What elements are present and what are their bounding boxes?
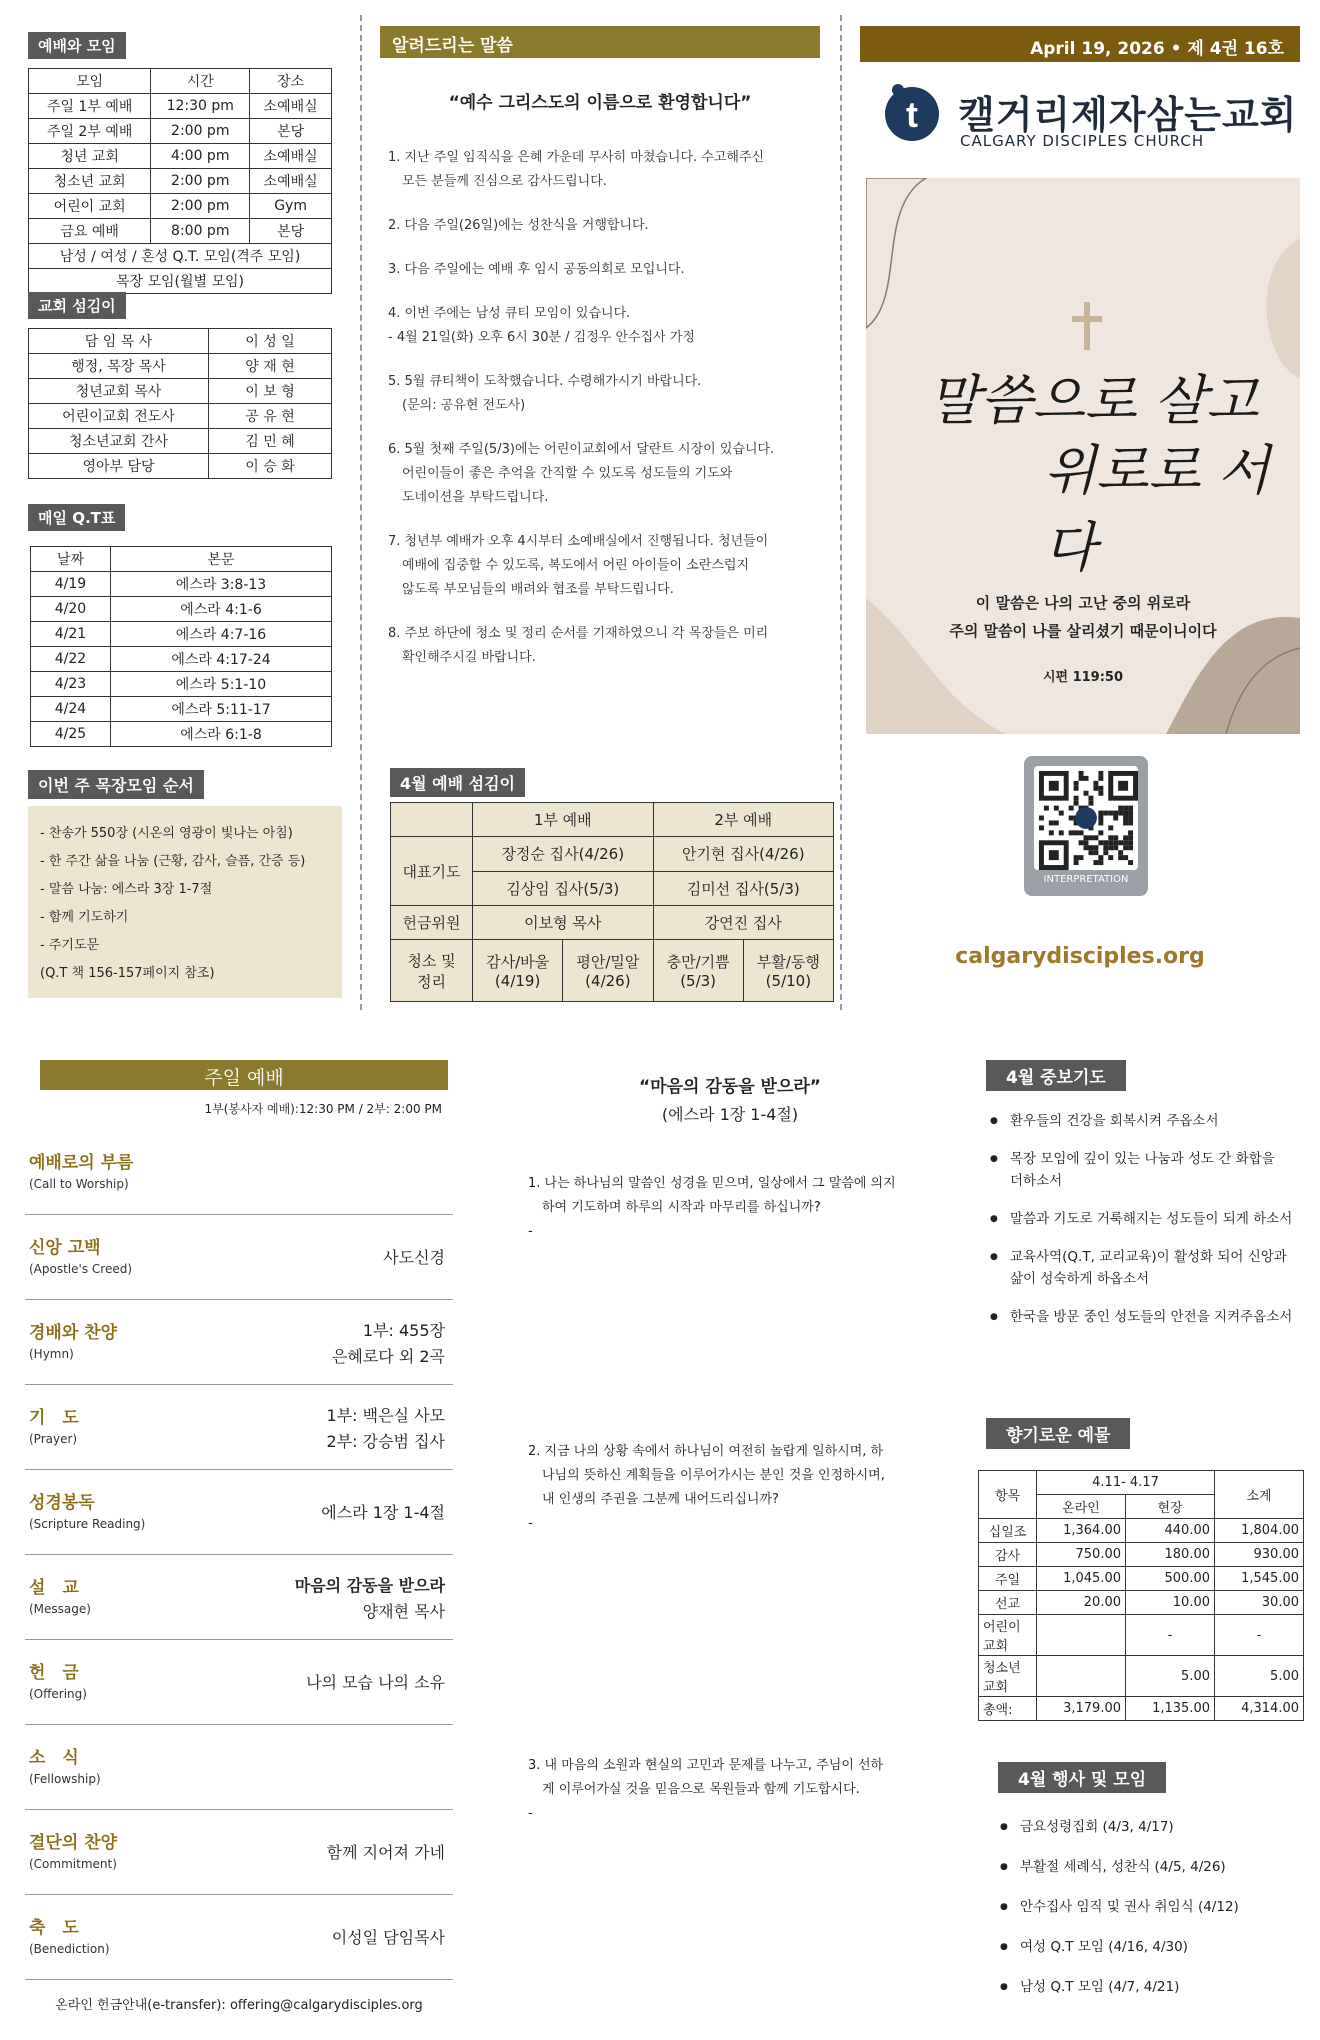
servant-name: 김 민 혜 — [209, 429, 332, 454]
offering-cell: 십일조 — [979, 1519, 1037, 1543]
offering-row — [979, 1656, 1304, 1697]
qr-code-card[interactable] — [1024, 756, 1148, 896]
ws-cell: 12:30 pm — [151, 94, 250, 119]
worship-item-label — [29, 1828, 117, 1871]
offering-cell: 5.00 — [1126, 1656, 1215, 1697]
offering-table — [978, 1470, 1304, 1721]
offering-cell: 750.00 — [1037, 1543, 1126, 1567]
worship-item-value-line: 함께 지어져 가네 — [326, 1843, 445, 1862]
of-h-online: 온라인 — [1037, 1495, 1126, 1519]
qt-date: 4/19 — [31, 572, 111, 597]
servant-role: 청소년교회 간사 — [29, 429, 209, 454]
prayer-item — [990, 1148, 1310, 1192]
servants-tag: 교회 섬김이 — [28, 292, 126, 319]
offering-cell: 1,135.00 — [1126, 1697, 1215, 1721]
qt-header: 본문 — [111, 547, 332, 572]
sermon-question-line: - — [528, 1806, 533, 1821]
qr-label: INTERPRETATION — [1043, 874, 1129, 885]
worship-item-value-line: 에스라 1장 1-4절 — [321, 1503, 445, 1522]
worship-item-value — [332, 1925, 445, 1951]
offering-cell: 1,045.00 — [1037, 1567, 1126, 1591]
ws-cell: 8:00 pm — [151, 219, 250, 244]
as-rep-label: 대표기도 — [391, 837, 473, 906]
worship-item — [25, 1385, 453, 1470]
worship-item-value-line: 사도신경 — [383, 1248, 445, 1267]
offering-row — [979, 1697, 1304, 1721]
as-cell: 장정순 집사(4/26) — [473, 837, 654, 871]
as-cell: 이보형 목사 — [473, 905, 654, 939]
as-offering-label: 헌금위원 — [391, 905, 473, 939]
offering-footer: 온라인 헌금안내(e-transfer): offering@calgarydisciples.org — [55, 1998, 423, 2013]
offering-cell: 3,179.00 — [1037, 1697, 1126, 1721]
prayer-item-line: ● 한국을 방문 중인 성도들의 안전을 지켜주옵소서 — [1010, 1309, 1293, 1325]
sermon-question-line: 하여 기도하며 하루의 시작과 마무리를 하십니까? — [542, 1200, 821, 1215]
qt-date: 4/22 — [31, 647, 111, 672]
offering-cell: 10.00 — [1126, 1591, 1215, 1615]
offering-cell: 총액: — [979, 1697, 1037, 1721]
notice-item — [388, 370, 828, 418]
worship-item-label — [29, 1913, 110, 1956]
cell-order-item: - 말씀 나눔: 에스라 3장 1-7절 — [40, 882, 213, 897]
ws-cell: 청년 교회 — [29, 144, 151, 169]
worship-item-en: (Hymn) — [29, 1347, 74, 1361]
qt-passage: 에스라 6:1-8 — [111, 722, 332, 747]
qt-passage: 에스라 4:1-6 — [111, 597, 332, 622]
offering-cell: 5.00 — [1215, 1656, 1304, 1697]
servant-role: 담 임 목 사 — [29, 329, 209, 354]
sermon-question-line: 나님의 뜻하신 계획들을 이루어가시는 분인 것을 인정하시며, — [542, 1468, 885, 1483]
ws-cell: Gym — [250, 194, 332, 219]
qt-passage: 에스라 3:8-13 — [111, 572, 332, 597]
events-tag: 4월 행사 및 모임 — [998, 1762, 1166, 1793]
sermon-question-line: 게 이루어가실 것을 믿음으로 목원들과 함께 기도합시다. — [542, 1782, 860, 1797]
as-cell: 충만/기쁨 (5/3) — [653, 940, 743, 1002]
sermon-title: “마음의 감동을 받으라” — [639, 1077, 821, 1097]
as-col2: 2부 예배 — [653, 803, 834, 837]
as-col1: 1부 예배 — [473, 803, 654, 837]
april-service-tag: 4월 예배 섬김이 — [390, 768, 525, 797]
ws-cell: 소예배실 — [250, 169, 332, 194]
notice-item — [388, 146, 828, 194]
notices-list — [388, 146, 828, 690]
ws-row — [29, 119, 332, 144]
worship-item-value — [383, 1245, 445, 1271]
offering-cell: - — [1126, 1615, 1215, 1656]
worship-item-en: (Fellowship) — [29, 1772, 101, 1786]
offering-row — [979, 1615, 1304, 1656]
sermon-question — [528, 1440, 948, 1536]
worship-item-title: 설 교 — [29, 1578, 79, 1598]
qt-row — [31, 647, 332, 672]
worship-item-value — [306, 1670, 445, 1696]
divider — [360, 15, 362, 1010]
prayer-item — [990, 1306, 1310, 1328]
as-cell: 평안/밀알 (4/26) — [563, 940, 653, 1002]
worship-item — [25, 1895, 453, 1980]
offering-cell: 어린이 교회 — [979, 1615, 1037, 1656]
servant-row — [29, 429, 332, 454]
worship-item — [25, 1810, 453, 1895]
ws-cell: 소예배실 — [250, 144, 332, 169]
sermon-question-line: 2. 지금 나의 상황 속에서 하나님이 여전히 놀랍게 일하시며, 하 — [528, 1444, 884, 1459]
qt-row — [31, 572, 332, 597]
worship-item-label — [29, 1233, 132, 1276]
worship-item-value-line: 2부: 강승범 집사 — [326, 1432, 445, 1451]
qt-passage: 에스라 4:7-16 — [111, 622, 332, 647]
worship-item-value — [321, 1500, 445, 1526]
worship-item-label — [29, 1318, 117, 1361]
qt-passage: 에스라 5:11-17 — [111, 697, 332, 722]
servant-name: 이 성 일 — [209, 329, 332, 354]
as-cell: 안기현 집사(4/26) — [653, 837, 834, 871]
worship-item-en: (Scripture Reading) — [29, 1517, 146, 1531]
worship-item-title: 경배와 찬양 — [29, 1323, 118, 1343]
as-clean-label: 청소 및 정리 — [391, 940, 473, 1002]
verse-line-1: 이 말씀은 나의 고난 중의 위로라 — [975, 594, 1191, 612]
offering-cell: 주일 — [979, 1567, 1037, 1591]
sermon-question-line: 3. 내 마음의 소원과 현실의 고민과 문제를 나누고, 주님이 선하 — [528, 1758, 884, 1773]
qr-code-icon — [1034, 766, 1138, 870]
ws-cell: 2:00 pm — [151, 169, 250, 194]
cell-order-tag: 이번 주 목장모임 순서 — [28, 770, 204, 799]
notice-line: - 4월 21일(화) 오후 6시 30분 / 김정우 안수집사 가정 — [388, 330, 695, 345]
notices-headline: “예수 그리스도의 이름으로 환영합니다” — [448, 93, 752, 113]
worship-item-en: (Benediction) — [29, 1942, 110, 1956]
ws-row — [29, 94, 332, 119]
offering-cell: 1,804.00 — [1215, 1519, 1304, 1543]
event-item: ● 남성 Q.T 모임 (4/7, 4/21) — [1000, 1976, 1300, 1998]
prayer-item-line: ● 말씀과 기도로 거룩해지는 성도들이 되게 하소서 — [1010, 1211, 1293, 1227]
of-h-item: 항목 — [979, 1471, 1037, 1519]
notice-line: 7. 청년부 예배가 오후 4시부터 소예배실에서 진행됩니다. 청년들이 — [388, 534, 769, 549]
offering-cell — [1037, 1656, 1126, 1697]
prayer-item — [990, 1110, 1310, 1132]
as-cell: 김상임 집사(5/3) — [473, 871, 654, 905]
ws-cell: 본당 — [250, 119, 332, 144]
prayer-item-line: 더하소서 — [1010, 1173, 1063, 1189]
ws-cell: 소예배실 — [250, 94, 332, 119]
ws-cell: 금요 예배 — [29, 219, 151, 244]
prayer-item-line: ● 교육사역(Q.T, 교리교육)이 활성화 되어 신앙과 — [1010, 1249, 1287, 1265]
servant-name: 이 보 형 — [209, 379, 332, 404]
offering-cell — [1037, 1615, 1126, 1656]
worship-schedule-table — [28, 68, 332, 294]
sermon-question-line: - — [528, 1516, 533, 1531]
cell-order-item: - 함께 기도하기 — [40, 910, 129, 925]
offering-row — [979, 1567, 1304, 1591]
worship-item-label — [29, 1573, 91, 1616]
notice-line: 8. 주보 하단에 청소 및 정리 순서를 기재하였으니 각 목장들은 미리 — [388, 626, 769, 641]
ws-extra: 남성 / 여성 / 혼성 Q.T. 모임(격주 모임) — [29, 244, 332, 269]
date-bar: April 19, 2026 • 제 4권 16호 — [860, 26, 1300, 62]
worship-item-label — [29, 1658, 87, 1701]
worship-item — [25, 1215, 453, 1300]
ws-row — [29, 144, 332, 169]
notice-line: 확인해주시길 바랍니다. — [402, 650, 536, 665]
worship-item-label — [29, 1148, 133, 1191]
notice-item — [388, 258, 828, 282]
ws-row — [29, 219, 332, 244]
worship-item — [25, 1130, 453, 1215]
offering-cell: - — [1215, 1615, 1304, 1656]
ws-cell: 주일 2부 예배 — [29, 119, 151, 144]
worship-item-en: (Prayer) — [29, 1432, 78, 1446]
worship-item-value-line: 이성일 담임목사 — [331, 1928, 445, 1947]
servants-table — [28, 328, 332, 479]
event-item: ● 부활절 세례식, 성찬식 (4/5, 4/26) — [1000, 1856, 1300, 1878]
worship-item-title: 결단의 찬양 — [29, 1833, 118, 1853]
notice-item — [388, 438, 828, 510]
church-name-kr: 캘거리제자삼는교회 — [958, 93, 1298, 137]
ws-cell: 본당 — [250, 219, 332, 244]
cell-order-item: - 한 주간 삶을 나눔 (근황, 감사, 슬픔, 간증 등) — [40, 854, 306, 869]
worship-item-value-line: 양재현 목사 — [362, 1602, 445, 1621]
servant-name: 양 재 현 — [209, 354, 332, 379]
notice-line: 3. 다음 주일에는 예배 후 임시 공동의회로 모입니다. — [388, 262, 685, 277]
offering-cell: 1,364.00 — [1037, 1519, 1126, 1543]
ws-cell: 청소년 교회 — [29, 169, 151, 194]
worship-item-value — [295, 1573, 445, 1625]
worship-schedule-tag: 예배와 모임 — [28, 32, 126, 59]
cell-order-item: (Q.T 책 156-157페이지 참조) — [40, 966, 215, 981]
sermon-question-line: - — [528, 1224, 533, 1239]
qt-row — [31, 672, 332, 697]
church-name-en: CALGARY DISCIPLES CHURCH — [960, 132, 1205, 150]
sermon-question-line: 내 인생의 주권을 그분께 내어드리십니까? — [542, 1492, 779, 1507]
ws-cell: 어린이 교회 — [29, 194, 151, 219]
ws-header: 시간 — [151, 69, 250, 94]
notice-item — [388, 214, 828, 238]
notice-line: 모든 분들께 진심으로 감사드립니다. — [402, 174, 607, 189]
qt-date: 4/21 — [31, 622, 111, 647]
servant-name: 공 유 현 — [209, 404, 332, 429]
worship-item — [25, 1640, 453, 1725]
as-cell: 강연진 집사 — [653, 905, 834, 939]
qt-table — [30, 546, 332, 747]
sermon-ref: (에스라 1장 1-4절) — [661, 1105, 799, 1124]
notice-line: 1. 지난 주일 임직식을 은혜 가운데 무사히 마쳤습니다. 수고해주신 — [388, 150, 765, 165]
cell-order-item: - 주기도문 — [40, 938, 100, 953]
servant-row — [29, 379, 332, 404]
worship-item-title: 축 도 — [29, 1918, 79, 1938]
worship-item-value-line: 마음의 감동을 받으라 — [294, 1576, 445, 1595]
prayer-item-line: ● 환우들의 건강을 회복시켜 주옵소서 — [1010, 1113, 1219, 1129]
notice-line: 예배에 집중할 수 있도록, 복도에서 어린 아이들이 소란스럽지 — [402, 558, 750, 573]
as-blank — [391, 803, 473, 837]
verse-ref: 시편 119:50 — [1042, 670, 1124, 685]
as-cell: 감사/바울 (4/19) — [473, 940, 563, 1002]
cell-order-box — [28, 806, 342, 998]
worship-item-title: 소 식 — [29, 1748, 79, 1768]
worship-item-title: 헌 금 — [29, 1663, 79, 1683]
notice-item — [388, 302, 828, 350]
qt-date: 4/23 — [31, 672, 111, 697]
worship-item-label — [29, 1488, 145, 1531]
offering-cell: 1,545.00 — [1215, 1567, 1304, 1591]
servant-role: 어린이교회 전도사 — [29, 404, 209, 429]
offering-cell: 30.00 — [1215, 1591, 1304, 1615]
notice-item — [388, 622, 828, 670]
sermon-question — [528, 1754, 948, 1826]
prayer-item-line: 삶이 성숙하게 하옵소서 — [1010, 1271, 1149, 1287]
qt-header: 날짜 — [31, 547, 111, 572]
qt-date: 4/20 — [31, 597, 111, 622]
qt-row — [31, 622, 332, 647]
worship-item-en: (Message) — [29, 1602, 91, 1616]
ws-row — [29, 194, 332, 219]
as-cell: 부활/동행 (5/10) — [743, 940, 833, 1002]
qt-row — [31, 722, 332, 747]
prayer-item — [990, 1246, 1310, 1290]
offering-cell: 감사 — [979, 1543, 1037, 1567]
worship-item-title: 성경봉독 — [29, 1493, 95, 1513]
servant-name: 이 승 화 — [209, 454, 332, 479]
of-h-period: 4.11- 4.17 — [1037, 1471, 1215, 1495]
offering-cell: 500.00 — [1126, 1567, 1215, 1591]
qt-tag: 매일 Q.T표 — [28, 504, 125, 531]
prayer-tag: 4월 중보기도 — [986, 1060, 1126, 1091]
prayer-item — [990, 1208, 1310, 1230]
ws-cell: 2:00 pm — [151, 119, 250, 144]
ws-cell: 2:00 pm — [151, 194, 250, 219]
notice-line: 어린이들이 좋은 추억을 간직할 수 있도록 성도들의 기도와 — [402, 466, 733, 481]
worship-item-label — [29, 1403, 79, 1446]
church-logo-icon — [882, 82, 942, 142]
sermon-question-line: 1. 나는 하나님의 말씀인 성경을 믿으며, 일상에서 그 말씀에 의지 — [528, 1176, 896, 1191]
ws-cell: 주일 1부 예배 — [29, 94, 151, 119]
event-item: ● 안수집사 임직 및 권사 취임식 (4/12) — [1000, 1896, 1300, 1918]
qt-passage: 에스라 4:17-24 — [111, 647, 332, 672]
worship-item-value-line: 나의 모습 나의 소유 — [306, 1673, 445, 1692]
qt-date: 4/24 — [31, 697, 111, 722]
worship-item — [25, 1300, 453, 1385]
offering-row — [979, 1519, 1304, 1543]
notice-line: 않도록 부모님들의 배려와 협조를 부탁드립니다. — [402, 582, 674, 597]
offering-cell: 180.00 — [1126, 1543, 1215, 1567]
notices-title: 알려드리는 말씀 — [380, 26, 820, 58]
worship-item-value — [327, 1840, 445, 1866]
servant-row — [29, 404, 332, 429]
sermon-question — [528, 1172, 948, 1244]
notice-line: 5. 5월 큐티책이 도착했습니다. 수령해가시기 바랍니다. — [388, 374, 702, 389]
servant-role: 청년교회 목사 — [29, 379, 209, 404]
ws-header: 모임 — [29, 69, 151, 94]
ws-row — [29, 269, 332, 294]
website-link[interactable]: calgarydisciples.org — [955, 944, 1205, 969]
slogan-line-2: 위로로 서다 — [1044, 439, 1270, 579]
qt-row — [31, 697, 332, 722]
event-item: ● 금요성령집회 (4/3, 4/17) — [1000, 1816, 1300, 1838]
prayer-item-line: ● 목장 모임에 깊이 있는 나눔과 성도 간 화합을 — [1010, 1151, 1275, 1167]
worship-item-en: (Apostle's Creed) — [29, 1262, 133, 1276]
offering-cell: 930.00 — [1215, 1543, 1304, 1567]
ws-extra: 목장 모임(월별 모임) — [29, 269, 332, 294]
servant-role: 영아부 담당 — [29, 454, 209, 479]
notice-line: 2. 다음 주일(26일)에는 성찬식을 거행합니다. — [388, 218, 649, 233]
ws-header: 장소 — [250, 69, 332, 94]
worship-item-en: (Call to Worship) — [29, 1177, 129, 1191]
slogan-line-1: 말씀으로 살고 — [928, 369, 1259, 432]
events-list — [1000, 1816, 1300, 2016]
worship-item-value — [332, 1318, 445, 1370]
sunday-title: 주일 예배 — [40, 1060, 448, 1090]
ws-row — [29, 244, 332, 269]
worship-item-title: 예배로의 부름 — [29, 1153, 134, 1173]
offering-cell: 440.00 — [1126, 1519, 1215, 1543]
worship-item-label — [29, 1743, 101, 1786]
prayer-list — [990, 1110, 1310, 1344]
of-h-total: 소계 — [1215, 1471, 1304, 1519]
offering-row — [979, 1543, 1304, 1567]
qt-passage: 에스라 5:1-10 — [111, 672, 332, 697]
notice-line: (문의: 공유현 전도사) — [402, 398, 526, 413]
sunday-times: 1부(봉사자 예배):12:30 PM / 2부: 2:00 PM — [204, 1102, 442, 1116]
of-h-onsite: 현장 — [1126, 1495, 1215, 1519]
notice-line: 6. 5월 첫째 주일(5/3)에는 어린이교회에서 달란트 시장이 있습니다. — [388, 442, 775, 457]
worship-item-title: 기 도 — [29, 1408, 79, 1428]
cell-order-item: - 찬송가 550장 (시온의 영광이 빛나는 아침) — [40, 826, 293, 841]
worship-item-title: 신앙 고백 — [29, 1238, 101, 1258]
worship-item — [25, 1725, 453, 1810]
offering-cell: 선교 — [979, 1591, 1037, 1615]
divider — [840, 15, 842, 1010]
worship-item-en: (Offering) — [29, 1687, 87, 1701]
worship-item-en: (Commitment) — [29, 1857, 117, 1871]
worship-item — [25, 1555, 453, 1640]
notice-item — [388, 530, 828, 602]
worship-item — [25, 1470, 453, 1555]
servant-row — [29, 329, 332, 354]
verse-line-2: 주의 말씀이 나를 살리셨기 때문이니이다 — [949, 622, 1217, 640]
offering-tag: 향기로운 예물 — [986, 1418, 1130, 1449]
worship-item-value-line: 1부: 백은실 사모 — [326, 1406, 445, 1425]
offering-cell: 청소년 교회 — [979, 1656, 1037, 1697]
ws-row — [29, 169, 332, 194]
servant-role: 행정, 목장 목사 — [29, 354, 209, 379]
cover-art — [866, 178, 1300, 734]
svg-text:t: t — [906, 94, 918, 135]
worship-item-value — [327, 1403, 445, 1455]
worship-item-value-line: 1부: 455장 — [362, 1321, 445, 1340]
april-service-box — [390, 802, 834, 1002]
ws-cell: 4:00 pm — [151, 144, 250, 169]
offering-cell: 20.00 — [1037, 1591, 1126, 1615]
event-item: ● 여성 Q.T 모임 (4/16, 4/30) — [1000, 1936, 1300, 1958]
notice-line: 도네이션을 부탁드립니다. — [402, 490, 549, 505]
offering-cell: 4,314.00 — [1215, 1697, 1304, 1721]
qt-row — [31, 597, 332, 622]
offering-row — [979, 1591, 1304, 1615]
notice-line: 4. 이번 주에는 남성 큐티 모임이 있습니다. — [388, 306, 631, 321]
servant-row — [29, 454, 332, 479]
qt-date: 4/25 — [31, 722, 111, 747]
servant-row — [29, 354, 332, 379]
worship-item-value-line: 은혜로다 외 2곡 — [331, 1347, 445, 1366]
as-cell: 김미선 집사(5/3) — [653, 871, 834, 905]
